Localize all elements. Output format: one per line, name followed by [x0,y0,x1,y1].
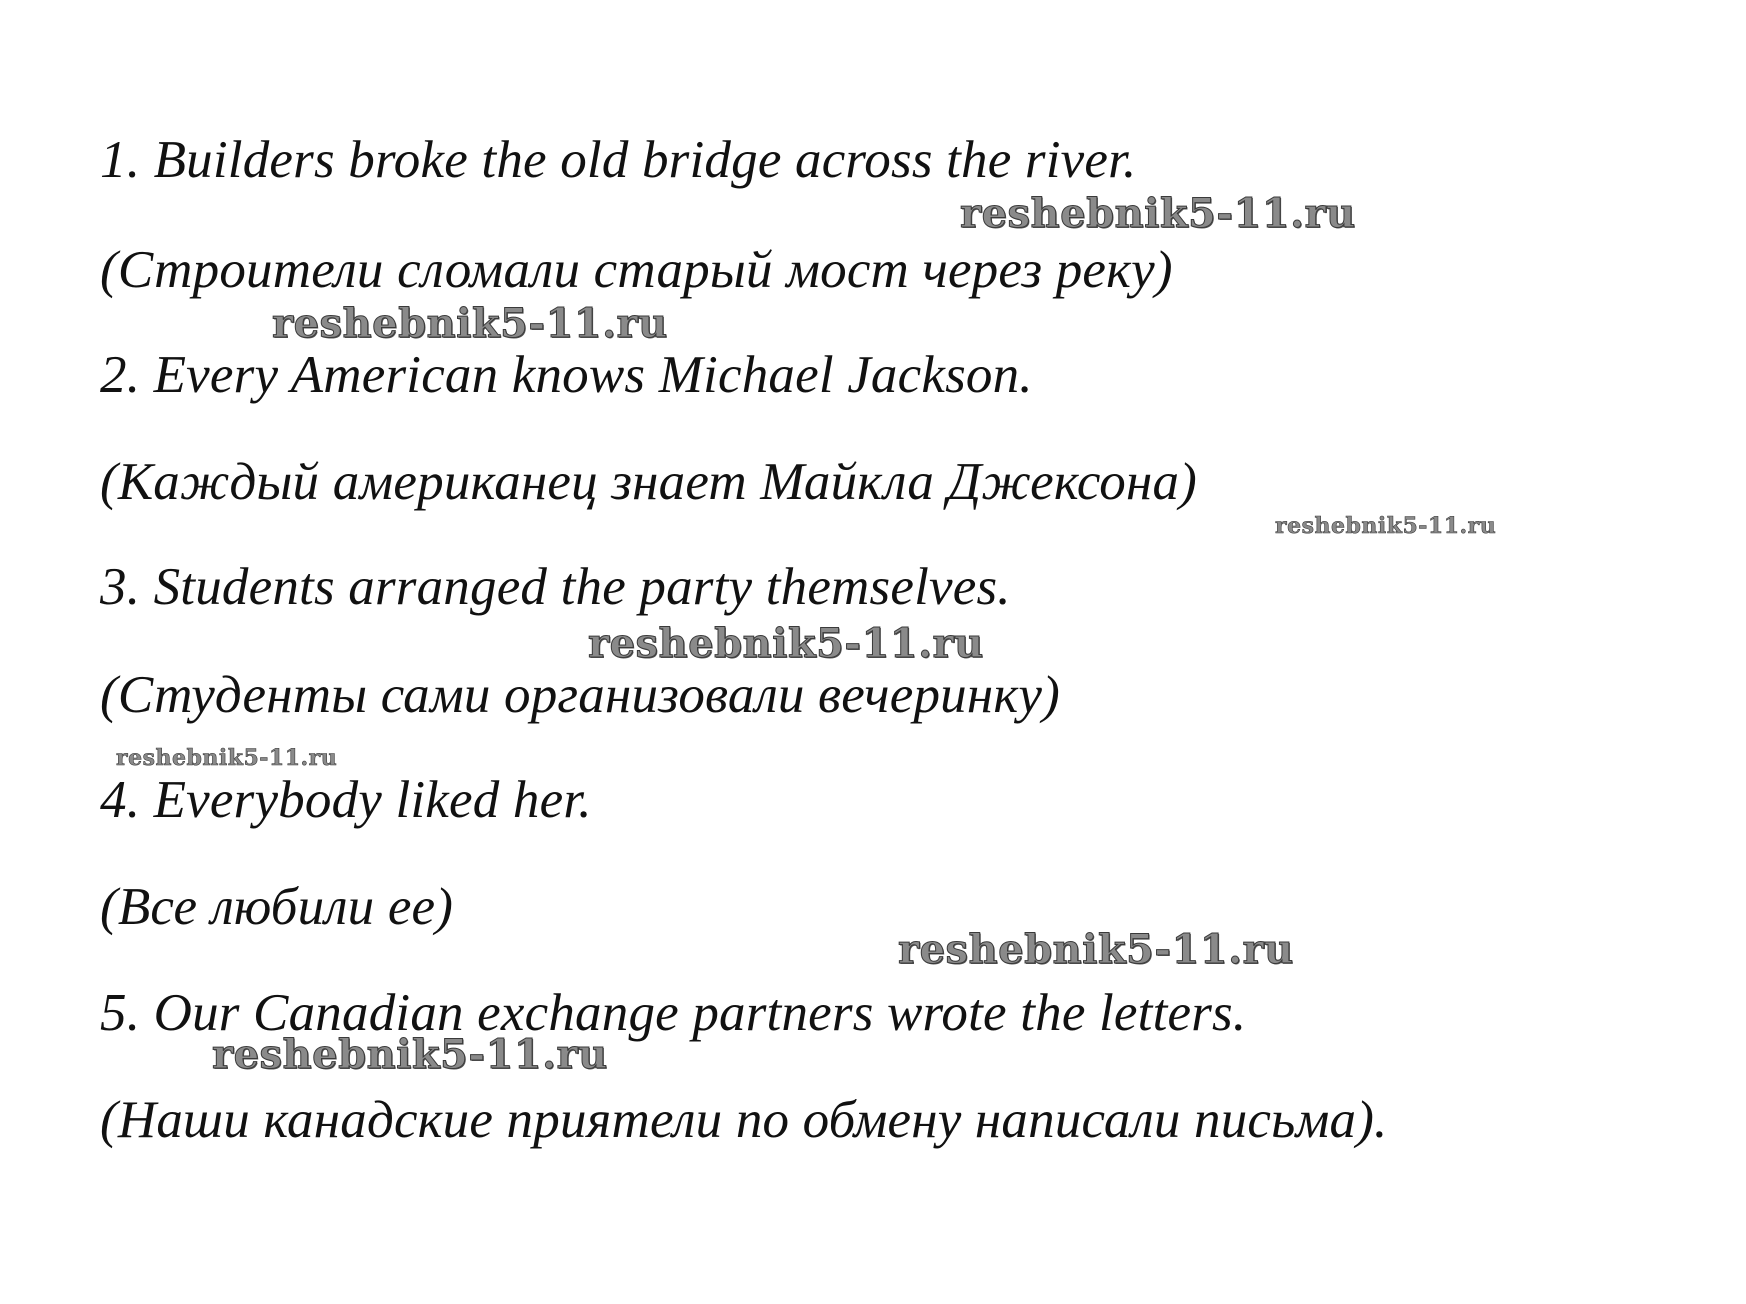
sentence-3-russian: (Студенты сами организовали вечеринку) [100,666,1060,724]
sentence-1-russian: (Строители сломали старый мост через реку) [100,241,1173,299]
watermark: reshebnik5-11.ru [212,1031,608,1078]
sentence-2-russian: (Каждый американец знает Майкла Джексона) [100,453,1198,511]
sentence-3-english: 3. Students arranged the party themselves. [100,558,1011,616]
sentence-4-english: 4. Everybody liked her. [100,771,592,829]
watermark: reshebnik5-11.ru [272,300,668,347]
watermark: reshebnik5-11.ru [898,926,1294,973]
watermark: reshebnik5-11.ru [116,745,338,771]
sentence-4-russian: (Все любили ее) [100,878,454,936]
sentence-1-english: 1. Builders broke the old bridge across the river. [100,131,1137,189]
watermark: reshebnik5-11.ru [1275,513,1497,539]
sentence-5-english: 5. Our Canadian exchange partners wrote the letters. [100,984,1247,1042]
watermark: reshebnik5-11.ru [588,620,984,667]
sentence-2-english: 2. Every American knows Michael Jackson. [100,346,1033,404]
sentence-5-russian: (Наши канадские приятели по обмену написали письма). [100,1091,1388,1149]
watermark: reshebnik5-11.ru [960,190,1356,237]
